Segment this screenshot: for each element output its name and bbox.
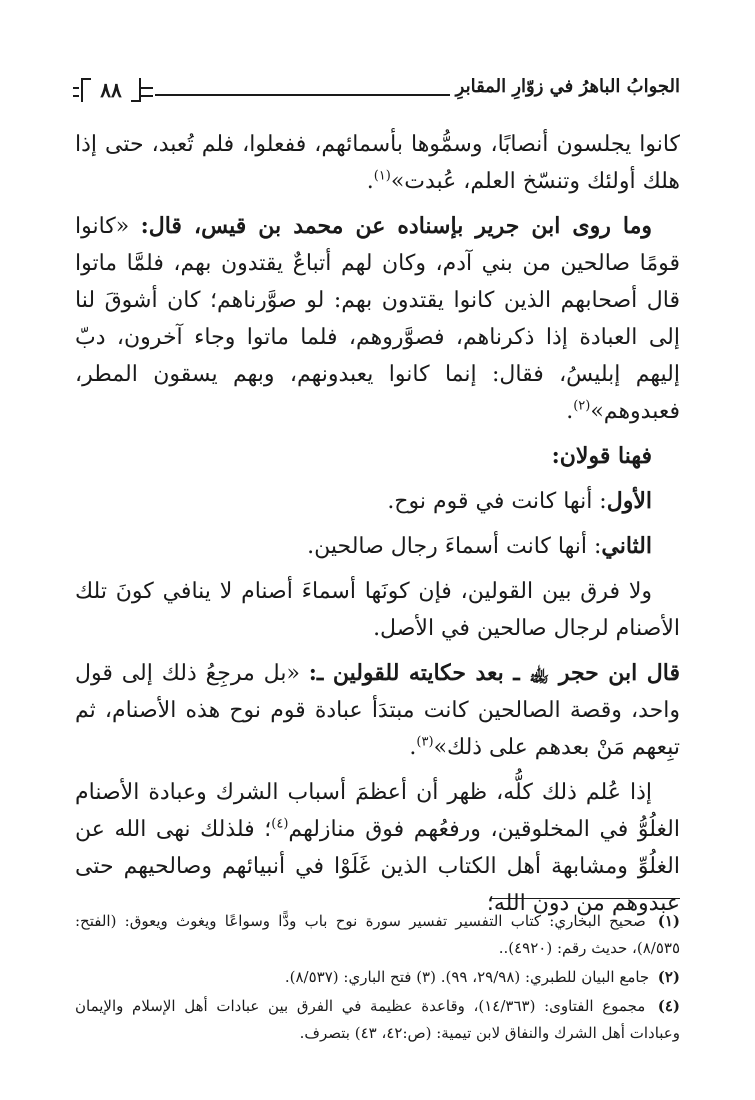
- paragraph: [75, 483, 680, 520]
- paragraph-text: إذا عُلم ذلك كلُّه، ظهر أن أعظمَ أسباب الشرك وعبادة الأصنام الغلُوُّ في المخلوقين، ورفعُهم فوق منازلهم: [75, 780, 680, 842]
- footnote: [75, 908, 680, 962]
- spacer: [75, 647, 680, 655]
- spacer: [75, 430, 680, 438]
- paragraph-lead: الأول: [606, 488, 652, 514]
- book-page: [75, 70, 680, 1042]
- footnote-number: (١): [657, 912, 680, 930]
- punct: .: [409, 735, 417, 760]
- paragraph-text: كانوا يجلسون أنصابًا، وسمُّوها بأسمائهم، ففعلوا، فلم تُعبد، حتى إذا هلك أولئك وتنسّخ العلم، عُبدت»: [75, 132, 680, 194]
- paragraph: ولا فرق بين القولين، فإن كونَها أسماءَ أصنام لا ينافي كونَ تلك الأصنام لرجال صالحين في الأصل.: [75, 579, 680, 641]
- paragraph-lead: الثاني: [601, 533, 652, 559]
- section-heading: فهنا قولان:: [551, 443, 652, 469]
- paragraph-text: «كانوا قومًا صالحين من بني آدم، وكان لهم أتباعٌ يقتدون بهم، فلمَّا ماتوا قال أصحابهم الذين كانوا يقتدون بهم: لو صوَّرناهم؛ كان أشوقَ لنا إلى العبادة إذا ذكرناهم، فصوَّروهم، فلما ماتوا وجاء آخرون، دبّ إليهم إبليسُ، فقال: إنما كانوا يعبدونهم، وبهم يسقون المطر، فعبدوهم»: [75, 214, 680, 424]
- footnote-number: (٢): [657, 968, 680, 986]
- book-title: الجوابُ الباهرُ في زوّارِ المقابرِ: [455, 76, 680, 97]
- paragraph: [75, 208, 680, 430]
- footnote-separator: [490, 898, 680, 899]
- footnote-ref: (٤): [271, 816, 289, 832]
- spacer: [75, 475, 680, 483]
- paragraph-lead: قال ابن حجر ﵀ ـ بعد حكايته للقولين ـ:: [308, 660, 680, 686]
- paragraph: [75, 126, 680, 200]
- footnote-ref: (١): [373, 168, 391, 184]
- spacer: [75, 200, 680, 208]
- header-ornament-left: [73, 87, 79, 97]
- paragraph-lead: وما روى ابن جرير بإسناده عن محمد بن قيس، قال:: [140, 213, 653, 239]
- punct: .: [566, 399, 574, 424]
- paragraph: [75, 774, 680, 922]
- paragraph: [75, 655, 680, 766]
- running-header: [75, 70, 680, 114]
- spacer: [75, 565, 680, 573]
- footnote-number: (٤): [657, 997, 680, 1015]
- footnote-ref: (٣): [416, 734, 434, 750]
- footnote: [75, 993, 680, 1047]
- footnote-text: صحيح البخاري: كتاب التفسير تفسير سورة نوح باب ودًّا وسواعًا ويغوث ويعوق: (الفتح: ٨/٥٣٥)، حديث رقم: (٤٩٢٠)..: [75, 912, 680, 957]
- header-ornament: [141, 87, 153, 97]
- footnote-text: جامع البيان للطبري: (٢٩/٩٨، ٩٩). (٣) فتح الباري: (٨/٥٣٧).: [284, 968, 650, 986]
- spacer: [75, 766, 680, 774]
- main-text: [75, 126, 680, 922]
- spacer: [75, 520, 680, 528]
- page-number: ٨٨: [81, 78, 141, 102]
- punct: .: [366, 169, 374, 194]
- footnote-text: مجموع الفتاوى: (١٤/٣٦٣)، وقاعدة عظيمة في الفرق بين عبادات أهل الإسلام والإيمان وعبادات أهل الشرك والنفاق لابن تيمية: (ص:٤٢، ٤٣) بتصرف.: [75, 997, 680, 1042]
- paragraph-text: «بل مرجِعُ ذلك إلى قول واحد، وقصة الصالحين كانت مبتدَأ عبادة قوم نوح هذه الأصنام، ثم تبِعهم مَنْ بعدهم على ذلك»: [75, 661, 680, 760]
- paragraph-text: : أنها كانت أسماءَ رجال صالحين.: [307, 534, 602, 559]
- paragraph-text: : أنها كانت في قوم نوح.: [387, 489, 607, 514]
- header-rule: [155, 94, 450, 96]
- paragraph-text: ؛ فلذلك نهى الله عن الغلُوِّ ومشابهة أهل الكتاب الذين غَلَوْا في أنبيائهم وصالحيهم حتى عبدوهم من دون الله؛: [75, 817, 680, 916]
- footnote-ref: (٢): [573, 398, 591, 414]
- footnote: [75, 964, 680, 991]
- footnotes: [75, 908, 680, 1049]
- paragraph: [75, 528, 680, 565]
